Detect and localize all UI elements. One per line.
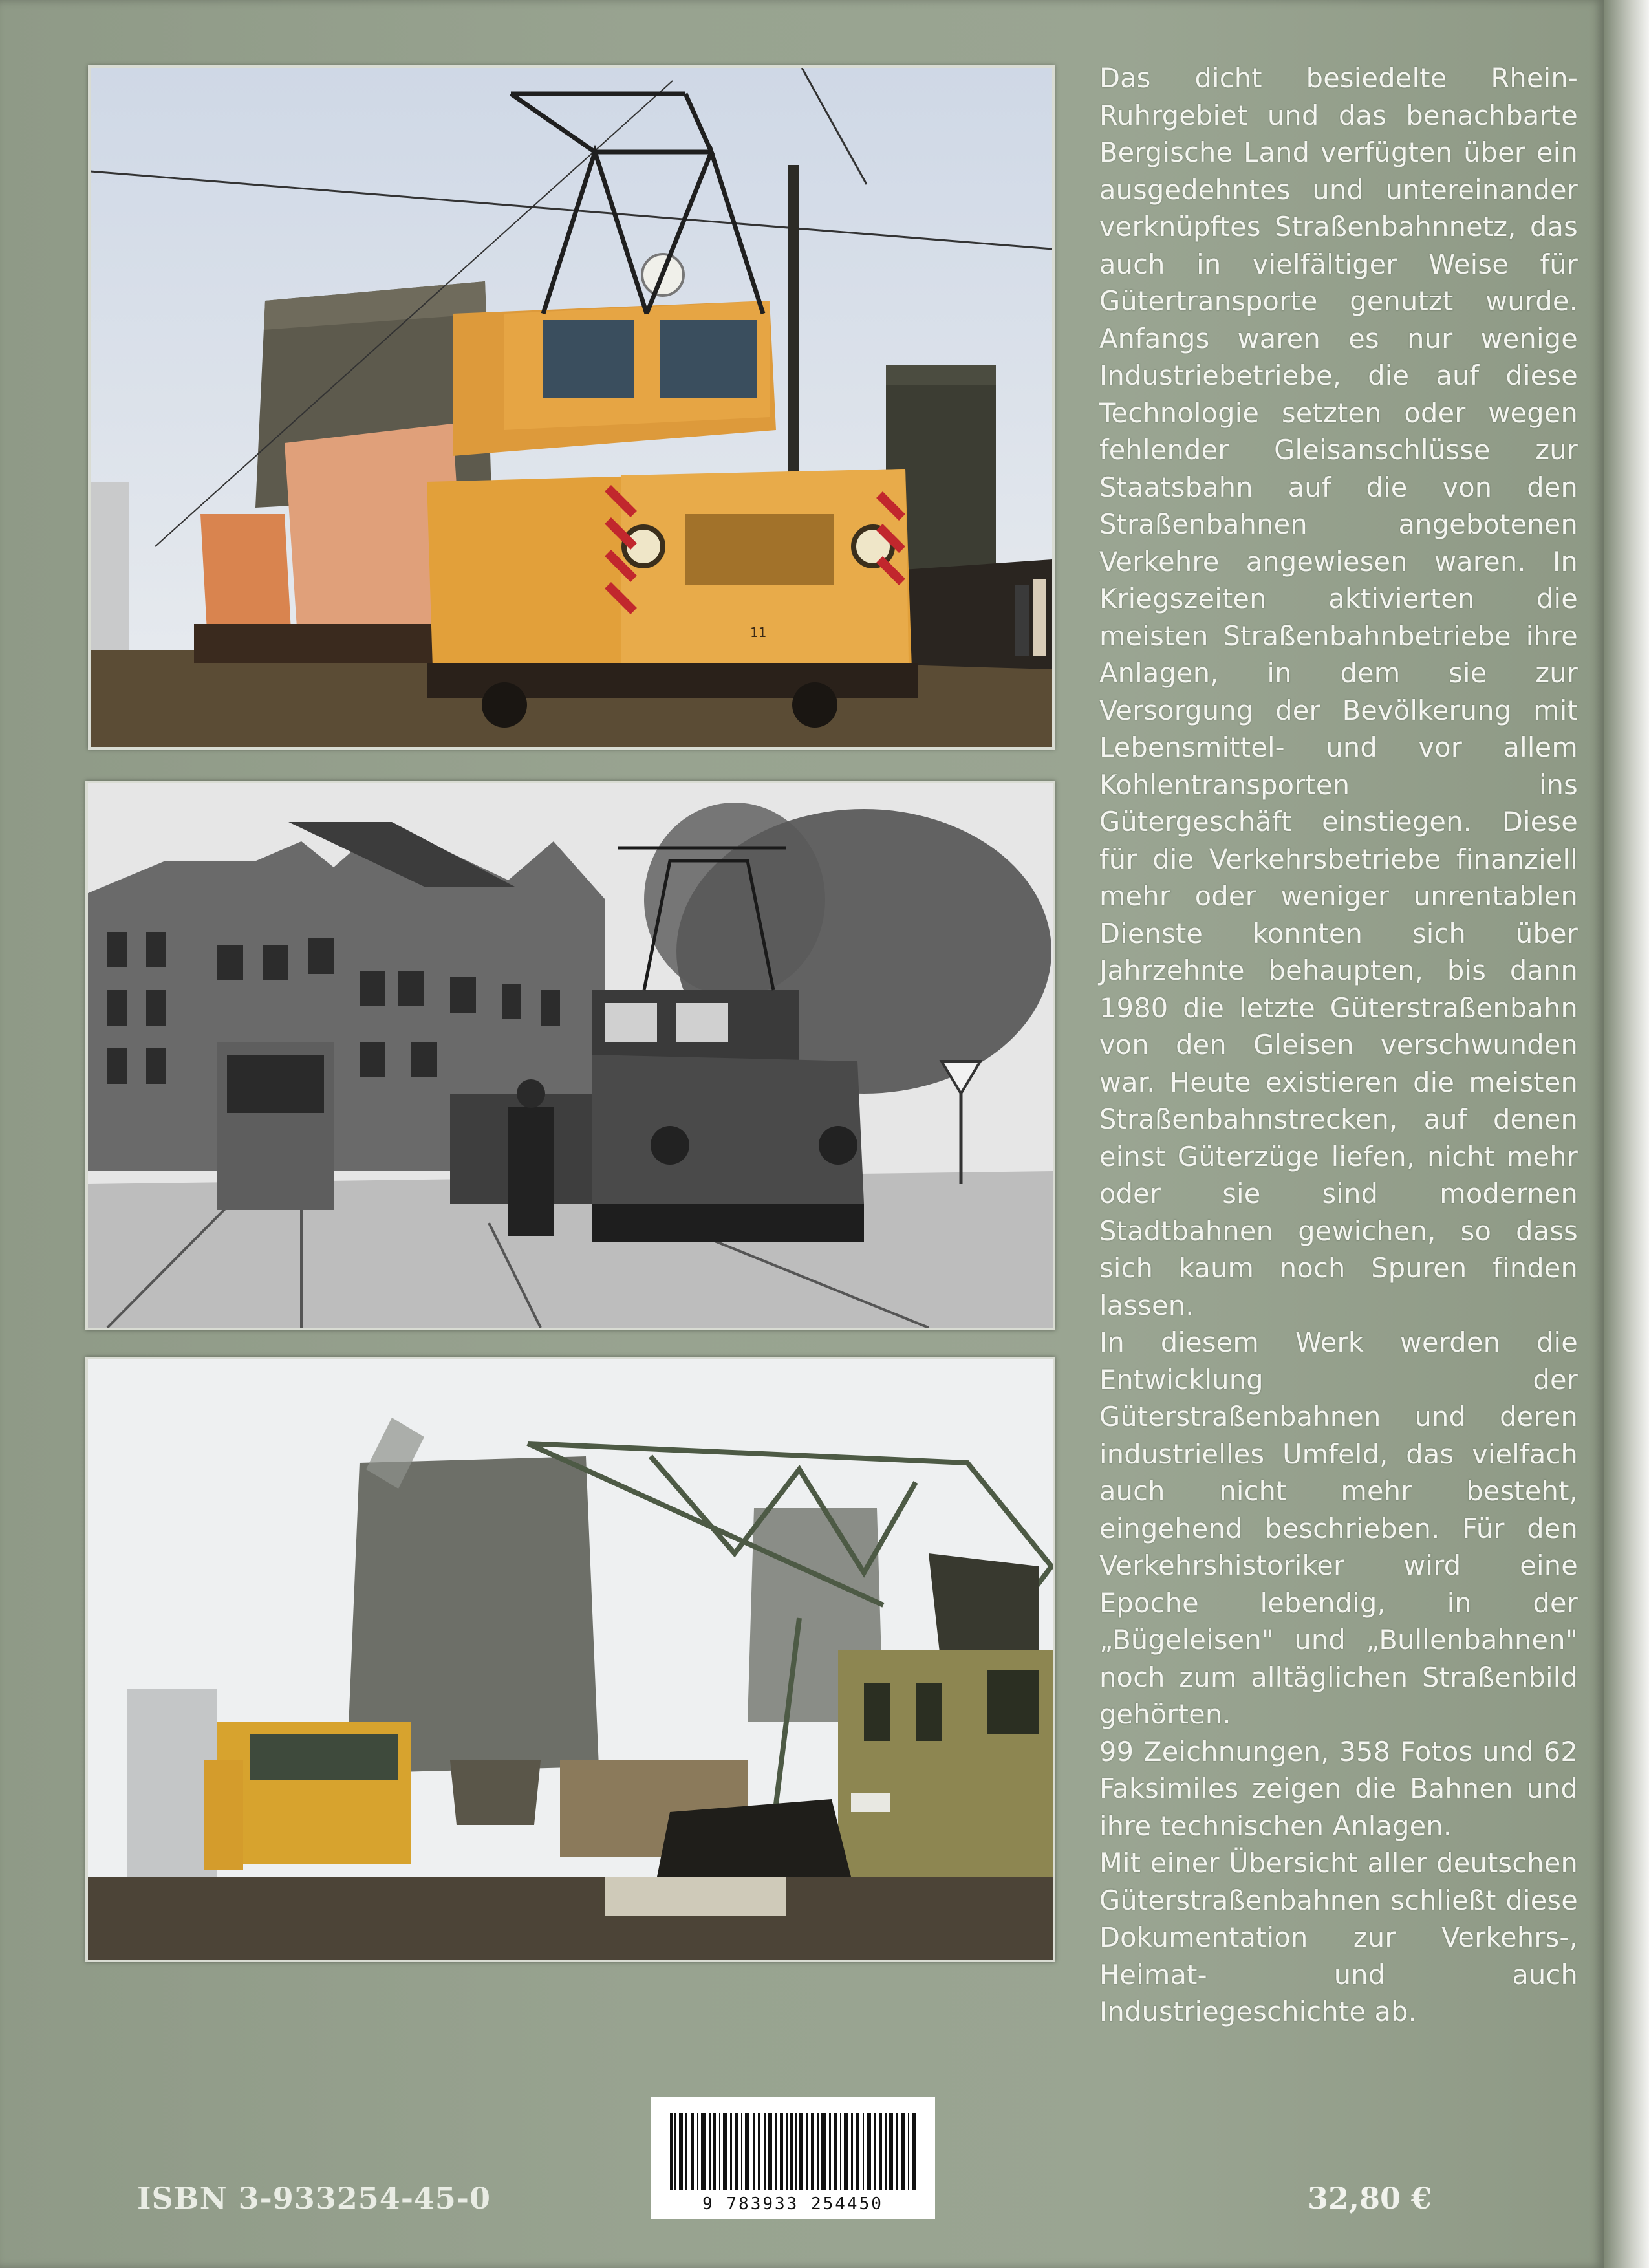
blurb-paragraph-2: In diesem Werk werden die Entwicklung der Güterstraßenbahnen und deren industrielles Umfeld, das vielfach auch nicht mehr besteht, eingehend beschrieben. Für den Verkehrshistoriker wird eine Epoche lebendig, in der „Bügeleisen" und „Bullenbahnen" noch zum alltäglichen Straßenbild gehörten. [1099,1326,1578,1730]
isbn-text: ISBN 3-933254-45-0 [137,2181,491,2216]
blurb-paragraph-4: Mit einer Übersicht aller deutschen Güterstraßenbahnen schließt diese Dokumentation zur Verkehrs-, Heimat- und auch Industriegeschichte ab. [1099,1847,1578,2027]
blurb-text [1099,59,1578,2031]
photo-yellow-tram-crane [85,1357,1055,1962]
photo-orange-locomotive [88,65,1055,750]
barcode-digits: 9 783933 254450 [702,2194,883,2214]
book-edge [1604,0,1649,2268]
blurb-paragraph-1: Das dicht besiedelte Rhein-Ruhrgebiet und das benachbarte Bergische Land verfügten über ein ausgedehntes und untereinander verknüpftes Straßenbahnnetz, das auch in vielfältiger Weise für Gütertransporte genutzt wurde. Anfangs waren es nur wenige Industriebetriebe, die auf diese Technologie setzten oder wegen fehlender Gleisanschlüsse zur Staatsbahn auf die von den Straßenbahnen angebotenen Verkehre angewiesen waren. In Kriegszeiten aktivierten die meisten Straßenbahnbetriebe ihre Anlagen, in dem sie zur Versorgung der Bevölkerung mit Lebensmittel- und vor allem Kohlentransporten ins Gütergeschäft einstiegen. Diese für die Verkehrsbetriebe finanziell mehr oder weniger unrentablen Dienste konnten sich über Jahrzehnte behaupten, bis dann 1980 die letzte Güterstraßenbahn von den Gleisen verschwunden war. Heute existieren die meisten Straßenbahnstrecken, auf denen einst Güterzüge liefen, nicht mehr oder sie sind modernen Stadtbahnen gewichen, so dass sich kaum noch Spuren finden lassen. [1099,62,1578,1321]
barcode-bars-icon [670,2113,916,2190]
price-text: 32,80 € [1308,2181,1432,2216]
photo-street-freight-tram [85,781,1055,1330]
loco-number: 11 [750,625,767,640]
barcode [651,2097,935,2219]
blurb-paragraph-3: 99 Zeichnungen, 358 Fotos und 62 Faksimiles zeigen die Bahnen und ihre technischen Anlagen. [1099,1735,1578,1842]
